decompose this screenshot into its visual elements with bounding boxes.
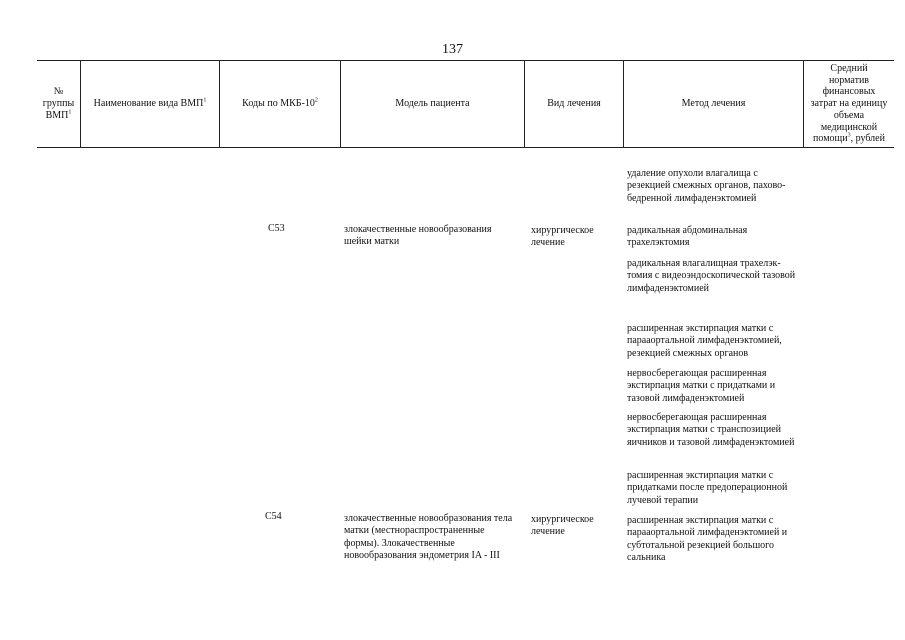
header-patient-model: Модель пациента	[395, 98, 470, 109]
icd-code-c54: C54	[265, 511, 282, 522]
header-vmp-name: Наименование вида ВМП$^1$	[93, 97, 207, 109]
method-text: нервосберегающая расширенная экстирпация матки с транспозицией яичников и тазовой лимфаденэктомией	[627, 412, 795, 448]
patient-model-text: злокачественные новообразования шейки матки	[344, 224, 492, 248]
method-text: расширенная экстирпация матки с парааортальной лимфаденэктомией, резекцией смежных органов	[627, 323, 782, 359]
header-treatment-type: Вид лечения	[547, 98, 601, 109]
icd-code-c53: C53	[268, 223, 285, 234]
page-number: 137	[442, 42, 463, 57]
header-treatment-method: Метод лечения	[681, 98, 746, 109]
method-text: расширенная экстирпация матки с парааортальной лимфаденэктомией и субтотальной резекцией большого сальника	[627, 515, 788, 563]
header-icd-codes: Коды по МКБ-$10^2$	[242, 97, 318, 109]
patient-model-text: злокачественные новообразования тела матки (местнораспространенные формы). Злокачественные новообразования эндометрия IA - III	[344, 513, 513, 561]
method-text: удаление опухоли влагалища с резекцией смежных органов, пахово-бедренной лимфаденэктомией	[627, 168, 786, 204]
method-text: нервосберегающая расширенная экстирпация матки с придатками и тазовой лимфаденэктомией	[627, 368, 776, 404]
treatment-type-text: хирургическое лечение	[531, 225, 594, 249]
method-text: расширенная экстирпация матки с придатками после предоперационной лучевой терапии	[627, 470, 788, 506]
method-text: радикальная влагалищная трахелэк-томия с видеоэндоскопической тазовой лимфаденэктомией	[627, 258, 796, 294]
header-group: № группы ВМП$^1$	[42, 86, 75, 121]
treatment-type-text: хирургическое лечение	[531, 514, 594, 538]
method-text: радикальная абдоминальная трахелэктомия	[627, 225, 748, 249]
header-average-cost: Средний норматив финансовых затрат на единицу объема медицинской помощи$^3$, рублей	[810, 62, 888, 145]
